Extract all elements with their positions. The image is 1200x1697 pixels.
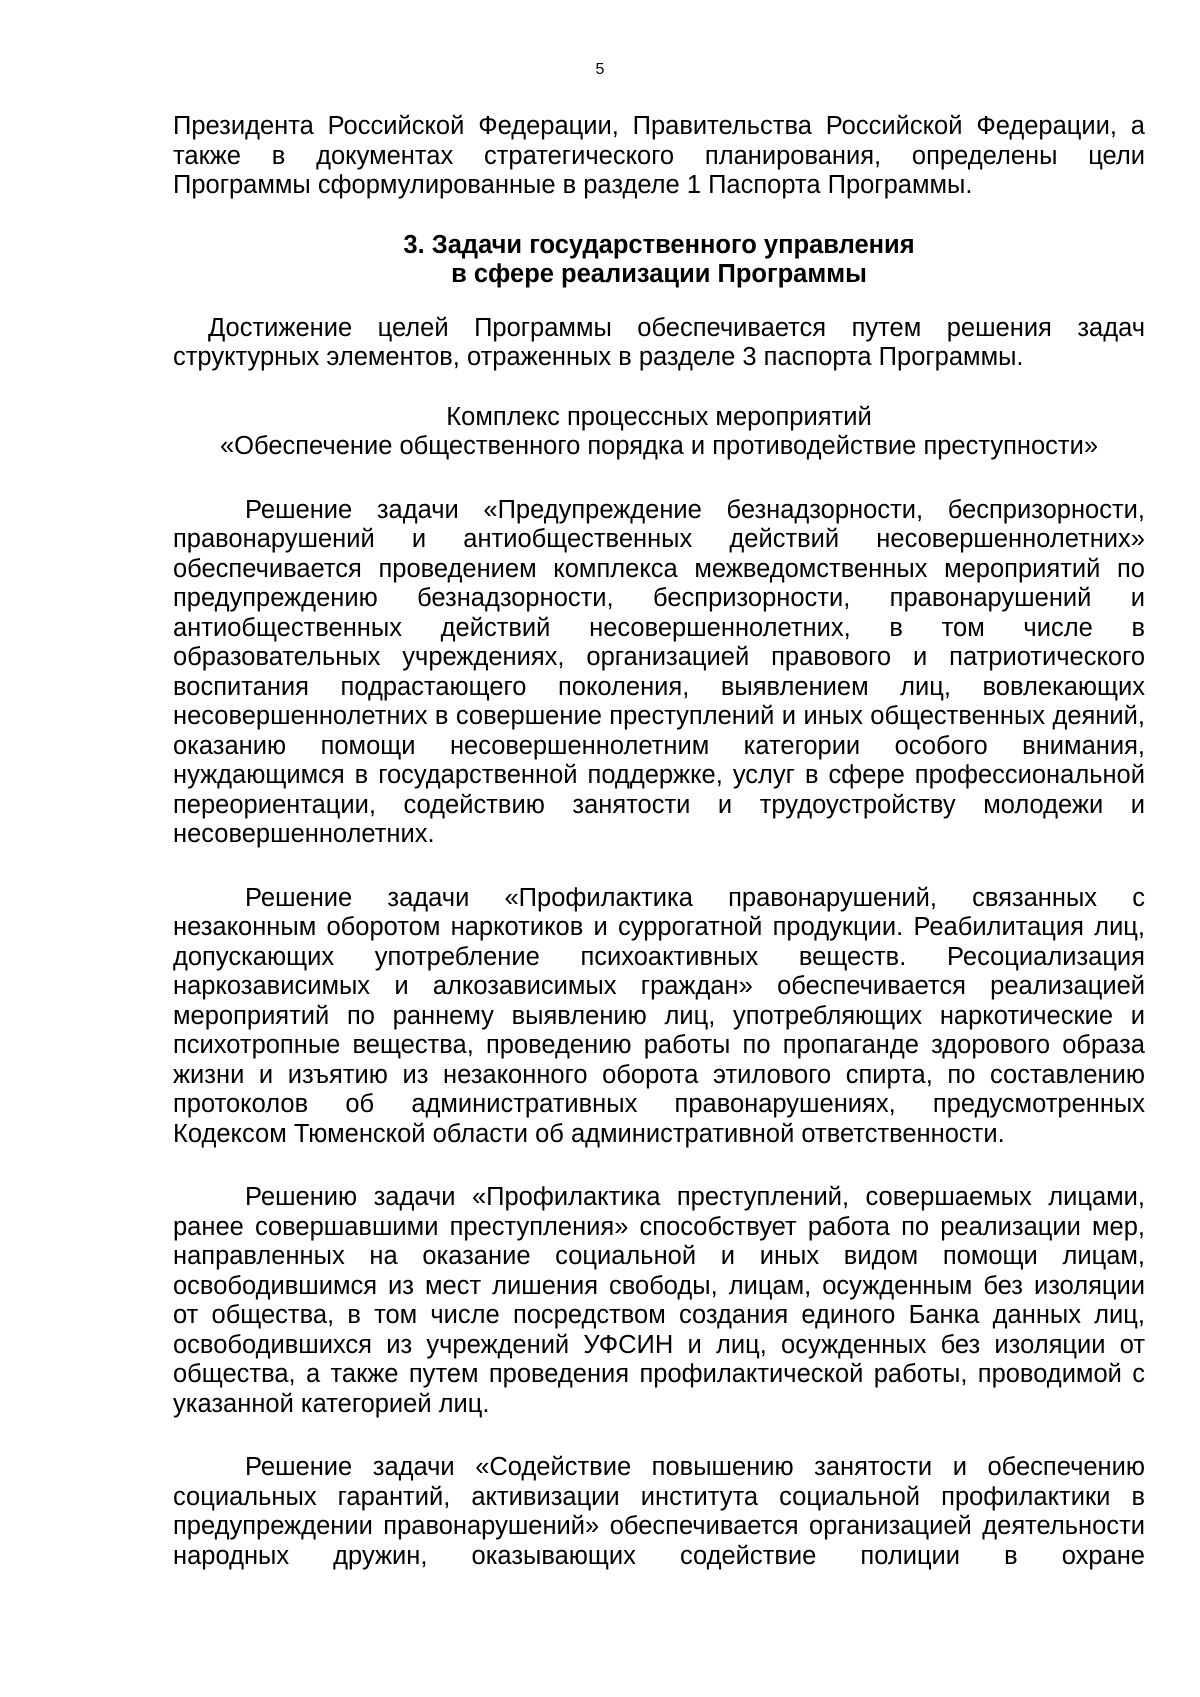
section-title-line-2: в сфере реализации Программы <box>451 260 867 288</box>
paragraph-task-employment: Решение задачи «Содействие повышению занятости и обеспечению социальных гарантий, активизации института социальной профилактики в предупреждении правонарушений» обеспечивается организацией деятельности народных дружин, оказывающих содействие полиции в охране <box>173 1453 1145 1570</box>
section-lead-paragraph: Достижение целей Программы обеспечивается путем решения задач структурных элементов, отраженных в разделе 3 паспорта Программы. <box>173 313 1145 371</box>
section-heading <box>173 231 1145 290</box>
complex-heading <box>173 403 1145 462</box>
complex-title-line-2: «Обеспечение общественного порядка и противодействие преступности» <box>219 432 1099 460</box>
page-number: 5 <box>595 61 605 78</box>
document-body <box>173 112 1145 1571</box>
intro-paragraph: Президента Российской Федерации, Правительства Российской Федерации, а также в документах стратегического планирования, определены цели Программы сформулированные в разделе 1 Паспорта Программы. <box>173 112 1145 199</box>
section-title-line-1: 3. Задачи государственного управления <box>403 230 915 259</box>
paragraph-task-narcotics: Решение задачи «Профилактика правонарушений, связанных с незаконным оборотом наркотиков и суррогатной продукции. Реабилитация лиц, допускающих употребление психоактивных веществ. Ресоциализация наркозависимых и алкозависимых граждан» обеспечивается реализацией мероприятий по раннему выявлению лиц, употребляющих наркотические и психотропные вещества, проведению работы по пропаганде здорового образа жизни и изъятию из незаконного оборота этилового спирта, по составлению протоколов об административных правонарушениях, предусмотренных Кодексом Тюменской области об административной ответственности. <box>173 883 1145 1148</box>
paragraph-task-minors: Решение задачи «Предупреждение безнадзорности, беспризорности, правонарушений и антиобщественных действий несовершеннолетних» обеспечивается проведением комплекса межведомственных мероприятий по предупреждению безнадзорности, беспризорности, правонарушений и антиобщественных действий несовершеннолетних, в том числе в образовательных учреждениях, организацией правового и патриотического воспитания подрастающего поколения, выявлением лиц, вовлекающих несовершеннолетних в совершение преступлений и иных общественных деяний, оказанию помощи несовершеннолетним категории особого внимания, нуждающимся в государственной поддержке, услуг в сфере профессиональной переориентации, содействию занятости и трудоустройству молодежи и несовершеннолетних. <box>173 495 1145 848</box>
paragraph-task-recidivism: Решению задачи «Профилактика преступлений, совершаемых лицами, ранее совершавшими преступления» способствует работа по реализации мер, направленных на оказание социальной и иных видом помощи лицам, освободившимся из мест лишения свободы, лицам, осужденным без изоляции от общества, в том числе посредством создания единого Банка данных лиц, освободившихся из учреждений УФСИН и лиц, осужденных без изоляции от общества, а также путем проведения профилактической работы, проводимой с указанной категорией лиц. <box>173 1183 1145 1418</box>
complex-title-line-1: Комплекс процессных мероприятий <box>446 402 872 431</box>
